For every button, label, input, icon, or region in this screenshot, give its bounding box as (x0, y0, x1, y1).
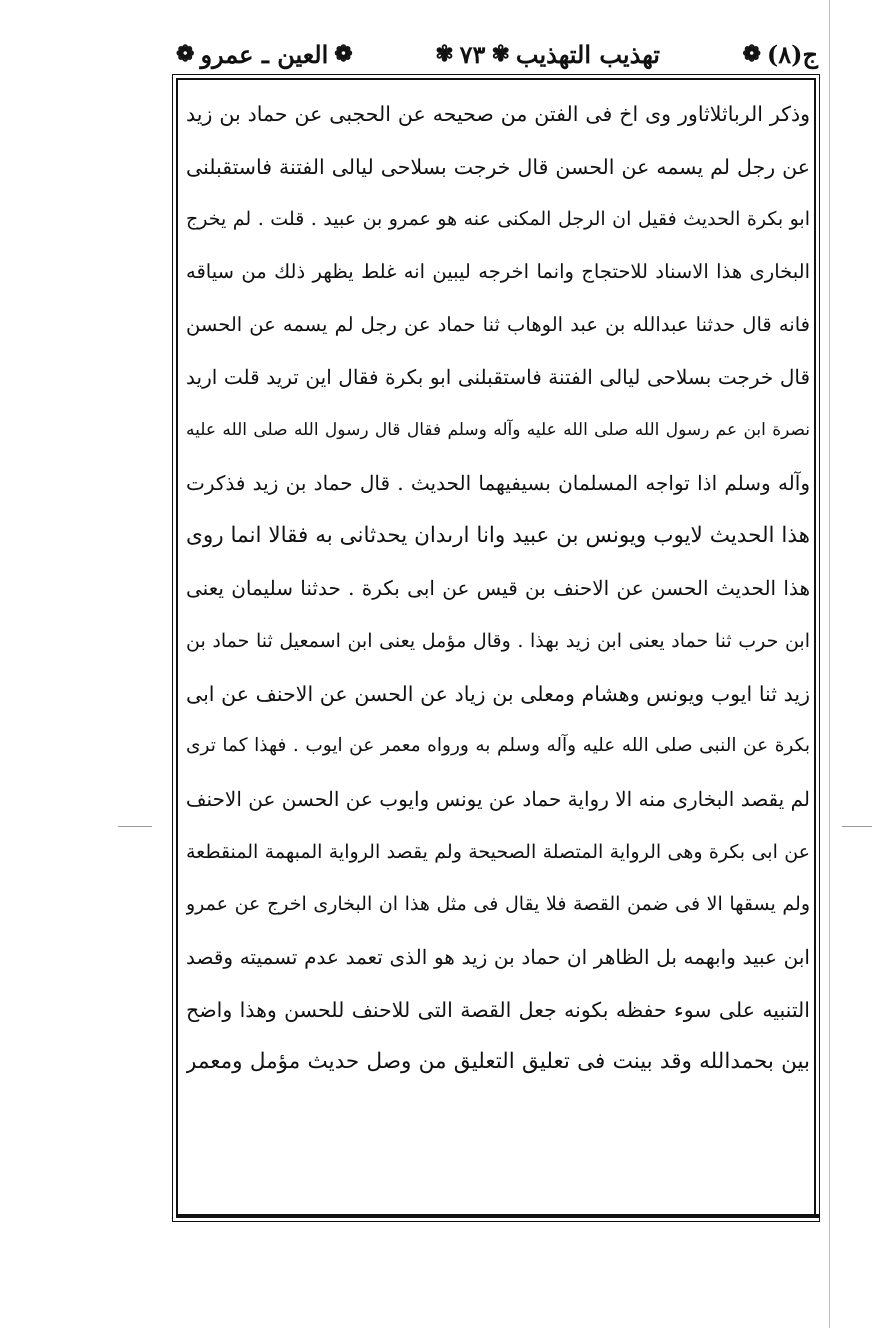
text-line: ابو بكرة الحديث فقيل ان الرجل المكنى عنه هو عمرو بن عبيد . قلت . لم يخرج (186, 208, 810, 231)
flower-ornament-icon: ✾ (435, 41, 454, 67)
margin-mark (118, 826, 152, 827)
text-line: زيد ثنا ايوب ويونس وهشام ومعلى بن زياد عن الحسن عن الاحنف عن ابى (186, 681, 810, 706)
flower-ornament-icon: ❁ (742, 41, 761, 67)
text-line: هذا الحديث لايوب ويونس بن عبيد وانا ارىدان يحدثانى به فقالا انما روى (186, 522, 810, 548)
text-line: بكرة عن النبى صلى الله عليه وآله وسلم به ورواه معمر عن ايوب . فهذا كما ترى (186, 735, 810, 757)
text-line: لم يقصد البخارى منه الا رواية حماد عن يونس وايوب عن الحسن عن الاحنف (186, 786, 810, 811)
text-line: البخارى هذا الاسناد للاحتجاج وانما اخرجه ليبين انه غلط يظهر ذلك من سياقه (186, 260, 810, 284)
running-header (176, 32, 818, 76)
text-line: هذا الحديث الحسن عن الاحنف بن قيس عن ابى بكرة . حدثنا سليمان يعنى (186, 576, 810, 601)
text-line: وآله وسلم اذا تواجه المسلمان بسيفيهما الحديث . قال حماد بن زيد فذكرت (186, 470, 810, 495)
text-line: التنبيه على سوء حفظه بكونه جعل القصة التى للاحنف للحسن وهذا واضح (186, 997, 810, 1022)
page-number: ٧٣ (459, 39, 486, 69)
book-title: تهذيب التهذيب (515, 39, 660, 69)
flower-ornament-icon: ❁ (334, 41, 353, 67)
flower-ornament-icon: ❁ (176, 41, 195, 67)
text-line: عن ابى بكرة وهى الرواية المتصلة الصحيحة ولم يقصد الرواية المبهمة المنقطعة (186, 840, 810, 863)
text-line: ابن عبيد وابهمه بل الظاهر ان حماد بن زيد هو الذى تعمد عدم تسميته وقصد (186, 945, 810, 969)
page-edge-rule (829, 0, 830, 1328)
text-line: عن رجل لم يسمه عن الحسن قال خرجت بسلاحى ليالى الفتنة فاستقبلنى (186, 154, 810, 179)
text-line: نصرة ابن عم رسول الله صلى الله عليه وآله وسلم فقال قال رسول الله صلى الله عليه (186, 420, 810, 441)
margin-mark (842, 826, 872, 827)
volume-label: ج(٨) ❁ (742, 39, 818, 69)
book-title-group (435, 40, 660, 69)
flower-ornament-icon: ✾ (491, 41, 510, 67)
frame-bottom-rule (176, 1214, 820, 1218)
text-line: وذكر الرباثلاثاور وى اخ فى الفتن من صحيحه عن الحجبى عن حماد بن زيد (186, 102, 810, 126)
text-line: ابن حرب ثنا حماد يعنى ابن زيد بهذا . وقال مؤمل يعنى ابن اسمعيل ثنا حماد بن (186, 629, 810, 652)
section-label: ❁ العين ـ عمرو ❁ (176, 39, 353, 69)
text-line: بين بحمدالله وقد بينت فى تعليق التعليق من وصل حديث مؤمل ومعمر (186, 1049, 810, 1075)
main-text (186, 88, 810, 1089)
text-line: ولم يسقها الا فى ضمن القصة فلا يقال فى مثل هذا ان البخارى اخرج عن عمرو (186, 893, 810, 916)
text-line: قال خرجت بسلاحى ليالى الفتنة فاستقبلنى ابو بكرة فقال اين تريد قلت اريد (186, 365, 810, 390)
text-line: فانه قال حدثنا عبدالله بن عبد الوهاب ثنا حماد عن رجل لم يسمه عن الحسن (186, 312, 810, 336)
